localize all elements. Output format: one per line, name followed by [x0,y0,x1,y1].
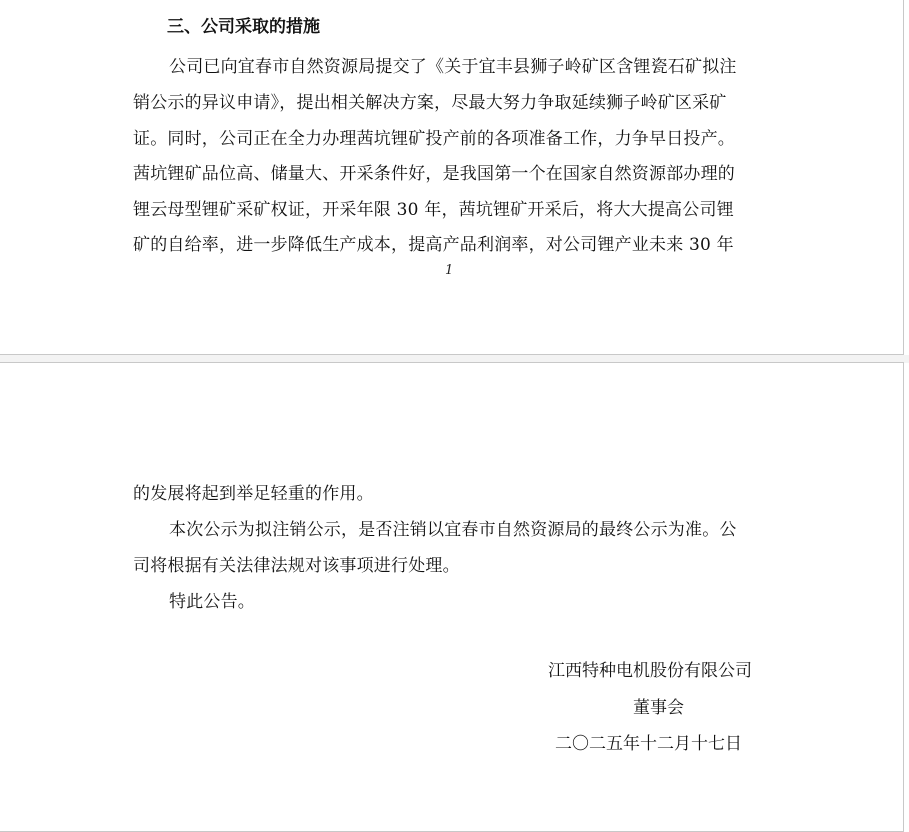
paragraph-line: 的发展将起到举足轻重的作用。 [133,484,374,504]
paragraph-line: 证。同时，公司正在全力办理茜坑锂矿投产前的各项准备工作，力争早日投产。 [133,129,735,149]
document-page-1 [0,0,904,355]
paragraph-line: 茜坑锂矿品位高、储量大、开采条件好，是我国第一个在国家自然资源部办理的 [133,164,735,184]
paragraph-line: 司将根据有关法律法规对该事项进行处理。 [133,556,460,576]
paragraph-line: 销公示的异议申请》，提出相关解决方案，尽最大努力争取延续狮子岭矿区采矿 [133,93,727,113]
signature-board: 董事会 [633,698,684,718]
signature-company: 江西特种电机股份有限公司 [548,661,752,681]
paragraph-line: 锂云母型锂矿采矿权证，开采年限 30 年，茜坑锂矿开采后，将大大提高公司锂 [133,200,734,220]
paragraph-line: 公司已向宜春市自然资源局提交了《关于宜丰县狮子岭矿区含锂瓷石矿拟注 [169,57,737,77]
paragraph-line: 本次公示为拟注销公示，是否注销以宜春市自然资源局的最终公示为准。公 [169,520,737,540]
section-heading: 三、公司采取的措施 [167,17,320,37]
document-page-2 [0,362,904,832]
signature-date: 二〇二五年十二月十七日 [555,734,742,754]
closing-line: 特此公告。 [169,592,255,612]
page-number: 1 [445,263,454,278]
paragraph-line: 矿的自给率，进一步降低生产成本，提高产品利润率，对公司锂产业未来 30 年 [133,235,734,255]
